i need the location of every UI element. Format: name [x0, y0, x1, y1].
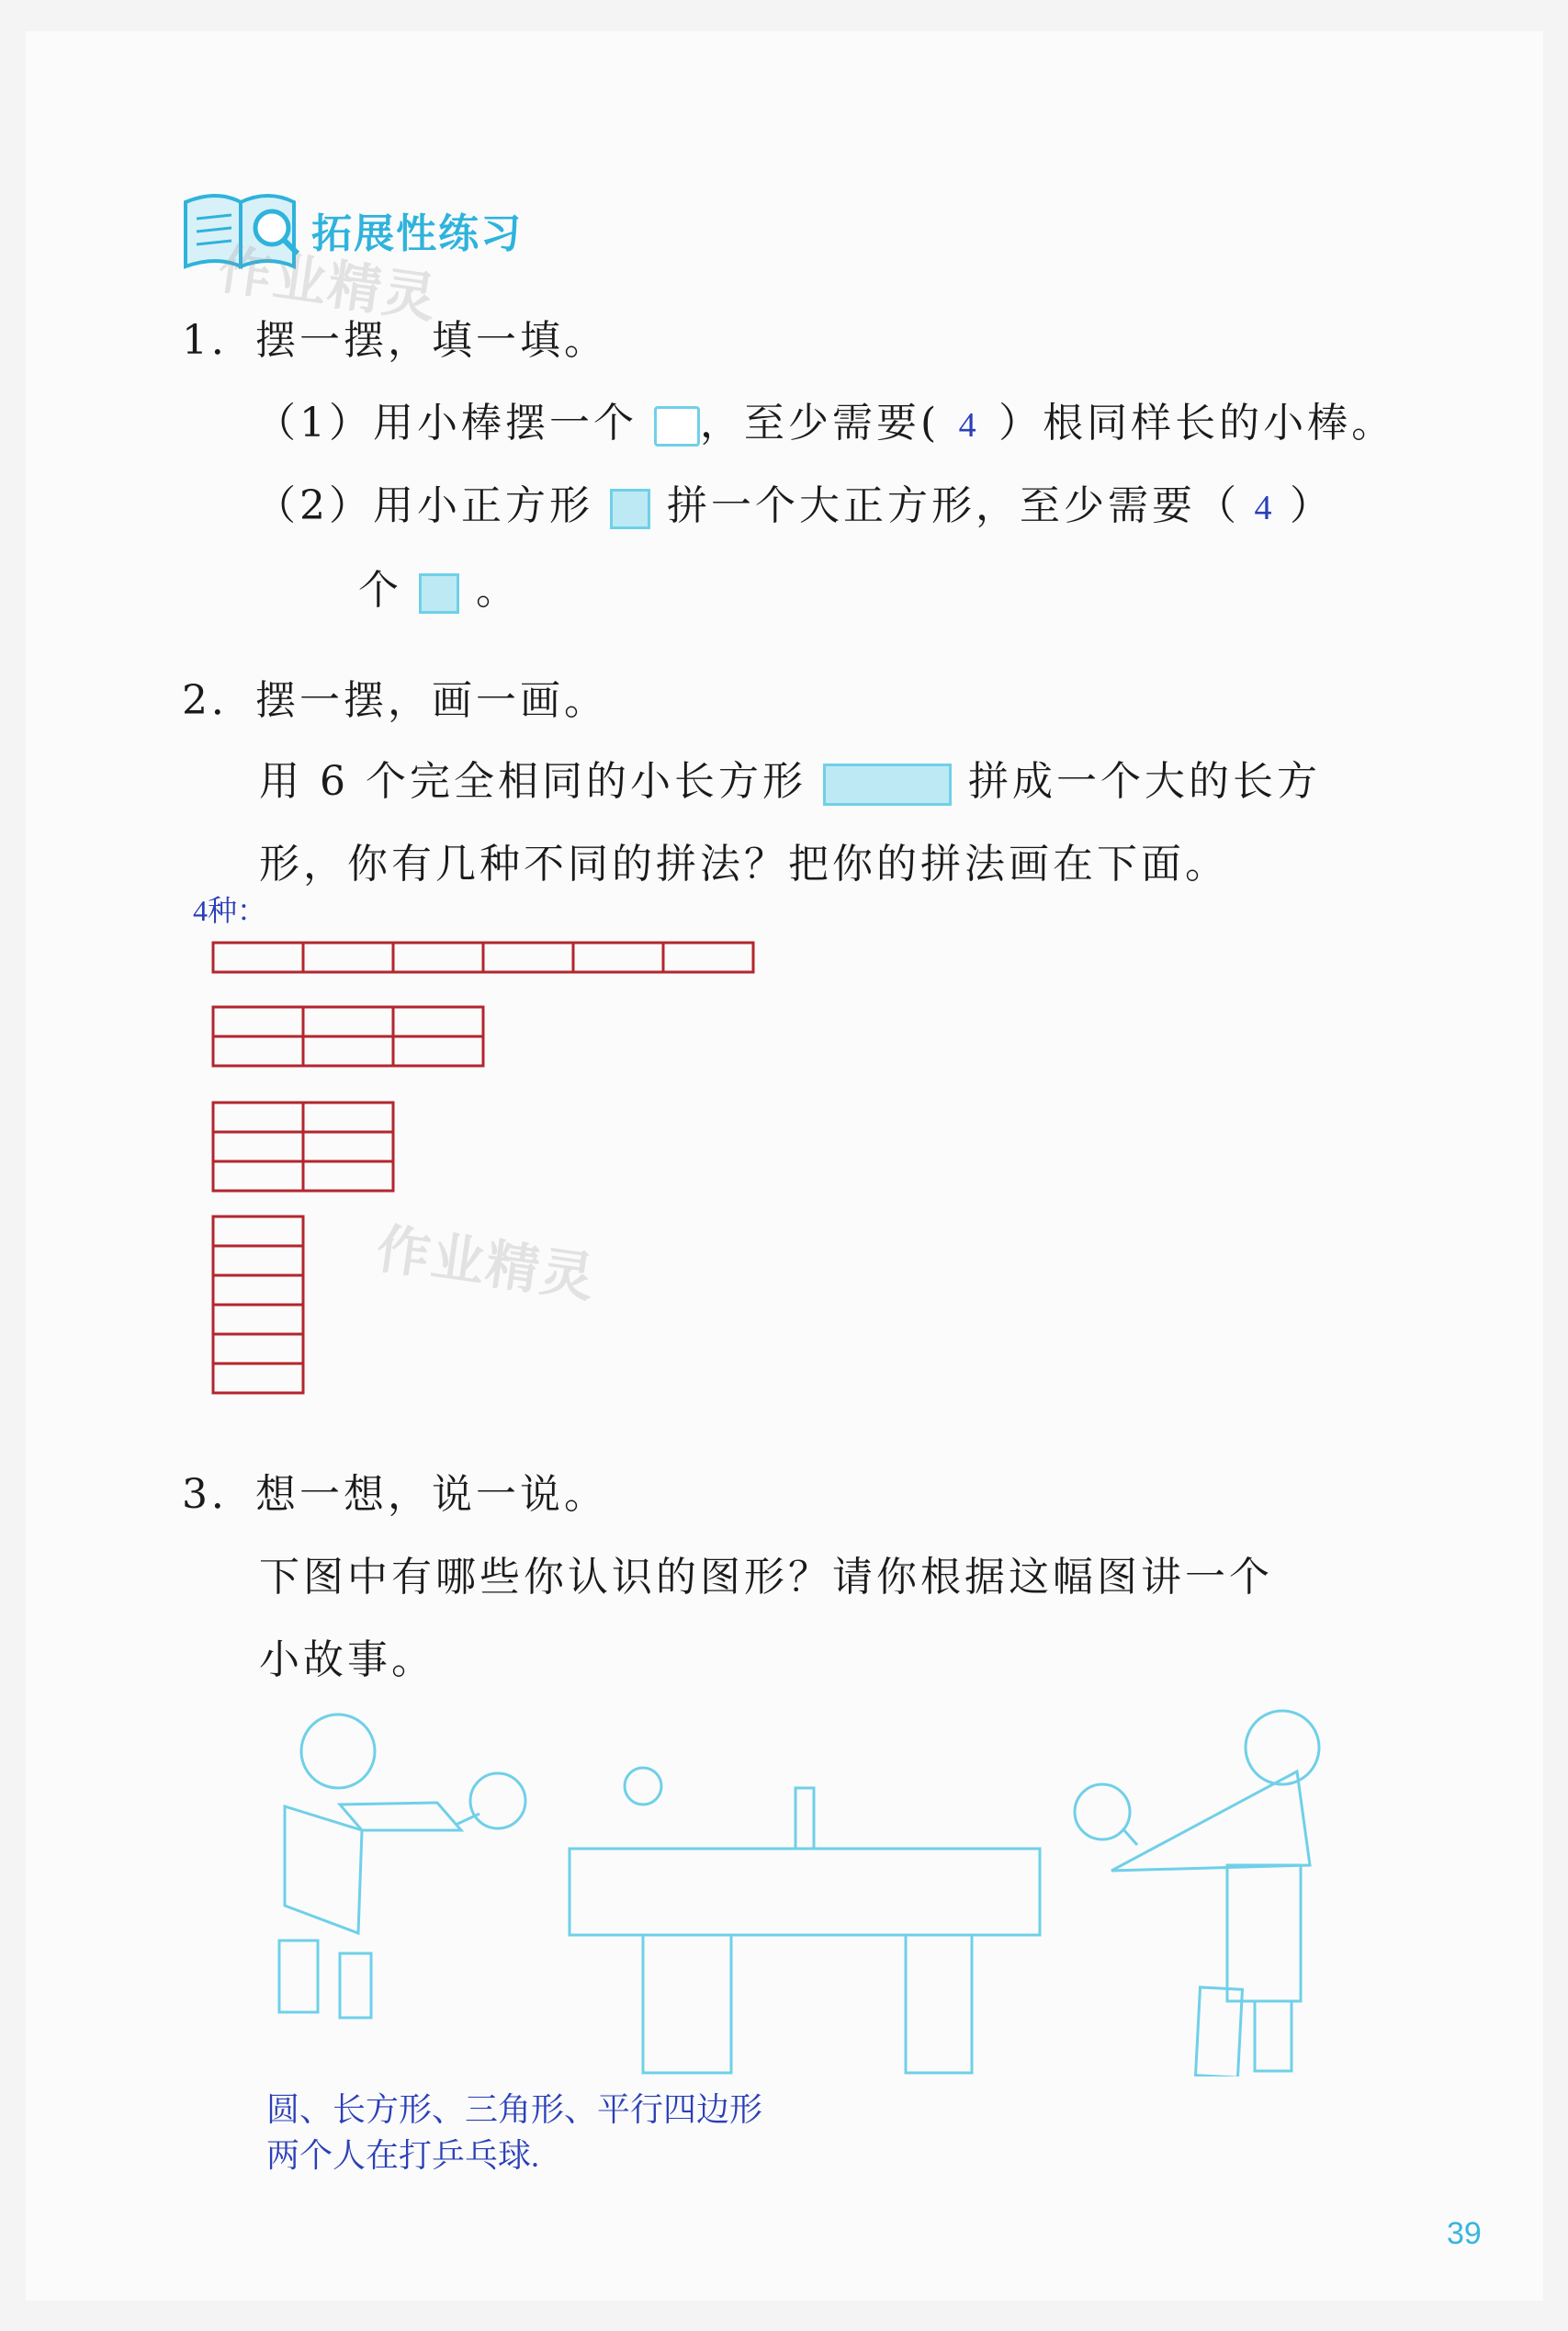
small-rectangle: [663, 943, 753, 972]
left-player-leg: [340, 1953, 371, 2018]
q3-line2: 小故事。: [259, 1636, 435, 1683]
small-rectangle: [483, 943, 573, 972]
small-rectangle: [213, 943, 303, 972]
table-top: [570, 1849, 1040, 1935]
small-rectangle: [393, 1036, 483, 1066]
small-rectangle: [213, 1334, 303, 1364]
watermark: 作业精灵: [214, 237, 442, 331]
small-rectangle: [573, 943, 663, 972]
small-rectangle: [303, 1103, 393, 1132]
q1-part2: [255, 472, 1334, 531]
q1-part2-line2-text-2: 。: [476, 567, 520, 614]
right-player-leg: [1255, 2001, 1292, 2071]
small-rectangle: [213, 1007, 303, 1036]
arrangement-2: [213, 1007, 483, 1066]
q2-title: 2．摆一摆，画一画。: [182, 677, 608, 724]
q1-part2-text-3: ）: [1290, 482, 1334, 529]
table-leg: [906, 1935, 972, 2073]
small-rectangle: [213, 1364, 303, 1393]
q2-line1-text: 用 6 个完全相同的小长方形: [259, 758, 807, 805]
q1-part2-text: （2）用小正方形: [255, 482, 593, 529]
right-player-arm: [1111, 1771, 1310, 1871]
page-number: 39: [1447, 2216, 1482, 2251]
table-net-post: [795, 1788, 814, 1849]
q3-title: 3．想一想，说一说。: [182, 1471, 608, 1518]
small-rectangle: [303, 1036, 393, 1066]
small-rectangle: [213, 1246, 303, 1275]
small-rectangle: [393, 1007, 483, 1036]
small-rectangle: [213, 1161, 303, 1191]
q3-answer-2: 两个人在打乒乓球.: [266, 2137, 540, 2174]
q2-line2: 形，你有几种不同的拼法？把你的拼法画在下面。: [259, 841, 1229, 888]
small-rectangle: [213, 1103, 303, 1132]
small-rectangle: [393, 943, 483, 972]
small-rectangle: [213, 1275, 303, 1305]
q2-answer-label: 4种：: [193, 894, 267, 927]
q1-answer-1: 4: [958, 406, 980, 445]
small-rectangle: [303, 1161, 393, 1191]
left-player-arm: [340, 1803, 461, 1830]
section-title: 拓展性练习: [311, 210, 524, 257]
small-rectangle: [303, 1132, 393, 1161]
q2-line1-text-2: 拼成一个大的长方: [967, 758, 1321, 805]
arrangement-1: [213, 943, 753, 972]
small-rectangle: [213, 1036, 303, 1066]
q1-part1-text: （1）用小棒摆一个: [255, 400, 637, 447]
small-rectangle: [213, 1132, 303, 1161]
small-rectangle: [303, 1007, 393, 1036]
q2-line1: [259, 748, 1321, 807]
left-player-leg: [279, 1941, 318, 2012]
arrangement-4: [213, 1216, 303, 1393]
right-player-head: [1246, 1711, 1319, 1784]
small-square-icon: [610, 489, 650, 529]
square-outline-icon: [654, 406, 700, 447]
q1-part1-text-2: ，至少需要(: [700, 400, 941, 447]
left-player-head: [301, 1714, 375, 1788]
q1-part1-text-3: ）根同样长的小棒。: [998, 400, 1396, 447]
ping-pong-figure: [266, 1691, 1415, 2076]
q1-title: 1．摆一摆，填一填。: [182, 317, 608, 364]
small-rectangle: [213, 1216, 303, 1246]
q2-arrangements: [208, 941, 851, 1455]
q1-part2-text-2: 拼一个大正方形，至少需要（: [667, 482, 1240, 529]
small-rectangle: [213, 1305, 303, 1334]
small-square-icon: [419, 573, 459, 614]
arrangement-3: [213, 1103, 393, 1191]
q3-line1: 下图中有哪些你认识的图形？请你根据这幅图讲一个: [259, 1554, 1273, 1601]
right-player-body: [1227, 1865, 1301, 2001]
q3-answer-1: 圆、长方形、三角形、平行四边形: [266, 2091, 763, 2128]
table-leg: [643, 1935, 731, 2073]
ball: [625, 1768, 661, 1805]
q1-part2-line2: [358, 557, 520, 616]
left-player-body: [285, 1806, 362, 1933]
right-paddle: [1075, 1784, 1130, 1839]
q1-answer-2: 4: [1254, 489, 1276, 527]
watermark: 作业精灵: [372, 1216, 600, 1310]
q1-part1: [255, 390, 1395, 448]
small-rectangle-icon: [823, 764, 952, 806]
small-rectangle: [303, 943, 393, 972]
q1-part2-line2-text: 个: [358, 567, 402, 614]
left-paddle: [470, 1773, 525, 1828]
